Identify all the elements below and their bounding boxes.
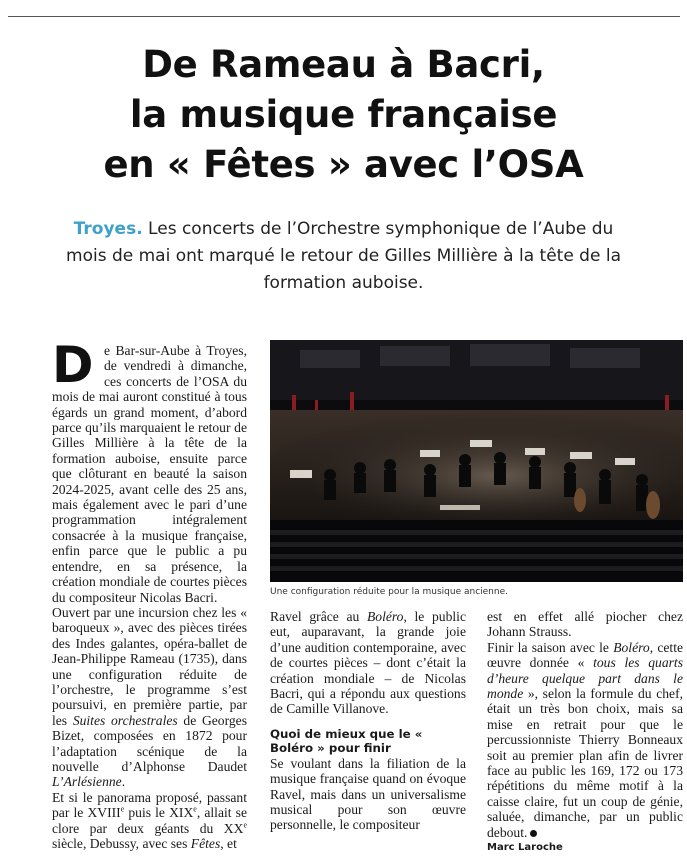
- paragraph-7-italic-2: tous les quarts d’heure quelque part dans le monde: [487, 655, 684, 702]
- paragraph-7: [487, 640, 683, 840]
- paragraph-3-text-d: siècle, Debussy, avec ses: [52, 836, 191, 851]
- paragraph-7-text-b: , cette œuvre donnée «: [487, 639, 684, 671]
- superscript-1: e: [120, 804, 125, 814]
- paragraph-2-italic-2: L’Arlésienne: [52, 774, 122, 790]
- standfirst-text: Les concerts de l’Orchestre symphonique de l’Aube du mois de mai ont marqué le retour de Gilles Millière à la tête de la formation auboise.: [66, 219, 621, 293]
- end-bullet-icon: [530, 830, 537, 837]
- paragraph-3-text-a: Et si le panorama proposé, passant par le XVIII: [52, 789, 247, 821]
- paragraph-5: Se voulant dans la filiation de la musique française quand on évoque Ravel, mais dans un universalisme musical pour son œuvre personnelle, le compositeur: [270, 755, 466, 833]
- concert-photo: [270, 340, 683, 582]
- paragraph-3-text-b: puis le XIX: [124, 805, 194, 821]
- paragraph-7-text-a: Finir la saison avec le: [487, 639, 614, 655]
- paragraph-2-italic-1: Suites orchestrales: [72, 712, 178, 728]
- headline-line-3: en « Fêtes » avec l’OSA: [103, 143, 584, 186]
- article-column-1: [52, 336, 247, 851]
- paragraph-4-text-a: Ravel grâce au: [270, 609, 367, 624]
- paragraph-2: [52, 605, 247, 790]
- paragraph-1-text: e Bar-sur-Aube à Troyes, de vendredi à dimanche, ces concerts de l’OSA du mois de mai auront constitué à tous égards un grand moment, d’abord parce qu’ils marquaient le retour de Gilles Millière à la tête de la formation auboise, ensuite parce que clôturant en beauté la saison 2024-2025, avant celle des 25 ans, mais également avec le pari d’une programmation intégralement consacrée à la musique française, enfin parce que le public a pu entendre, en sa présence, la création mondiale de courtes pièces du compositeur Nicolas Bacri.: [52, 343, 247, 605]
- subheading: Quoi de mieux que le « Boléro » pour finir: [270, 726, 423, 755]
- photo-caption: Une configuration réduite pour la musique ancienne.: [270, 587, 508, 597]
- article-column-2: [270, 609, 466, 833]
- dateline-place: Troyes.: [73, 219, 143, 239]
- superscript-3: e: [243, 820, 247, 830]
- drop-cap: D: [52, 336, 94, 394]
- article-column-3: [487, 609, 683, 856]
- paragraph-4-italic: Boléro: [366, 609, 404, 624]
- top-rule: [8, 16, 680, 17]
- paragraph-3-italic: Fêtes: [190, 836, 221, 851]
- paragraph-2-text-a: Ouvert par une incursion chez les « baroqueux », avec des pièces tirées des Indes galantes, opéra-ballet de Jean-Philippe Rameau (1735), dans une configuration réduite de l’orchestre, le programme s’est poursuivi, en première partie, par les: [52, 604, 247, 728]
- headline: [10, 40, 677, 190]
- byline: Marc Laroche: [487, 842, 563, 854]
- headline-line-1: De Rameau à Bacri,: [142, 43, 545, 86]
- paragraph-3-text-e: , et: [220, 836, 237, 851]
- paragraph-7-text-c: », selon la formule du chef, était un très bon choix, mais sa mise en retrait pour que le percussionniste Thierry Bonneaux soit au premier plan afin de livrer face au public les 169, 172 ou 173 répétitions du même motif à la caisse claire, fut un coup de génie, saluée, dimanche, par un public debout.: [487, 686, 683, 840]
- paragraph-4-text-b: , le public eut, auparavant, la grande joie d’une audition contemporaine, avec de courtes pièces – dont c’était la création mondiale – de Nicolas Bacri, qui a répondu aux questions de Camille Villanove.: [270, 609, 466, 717]
- paragraph-6: est en effet allé piocher chez Johann Strauss.: [487, 609, 683, 640]
- superscript-2: e: [193, 804, 197, 814]
- paragraph-2-text-b: de Georges Bizet, composées en 1872 pour l’adaptation scénique de la nouvelle d’Alphonse Daudet: [52, 712, 247, 774]
- paragraph-1: [52, 336, 247, 605]
- concert-hall-illustration: [270, 340, 683, 582]
- paragraph-3-text-c: , allait se clore par deux géants du XX: [52, 805, 247, 836]
- paragraph-2-text-c: .: [121, 774, 126, 790]
- paragraph-7-italic-1: Boléro: [613, 639, 650, 655]
- headline-line-2: la musique française: [129, 93, 558, 136]
- standfirst: [60, 216, 627, 297]
- paragraph-4: [270, 609, 466, 717]
- paragraph-3: [52, 790, 247, 852]
